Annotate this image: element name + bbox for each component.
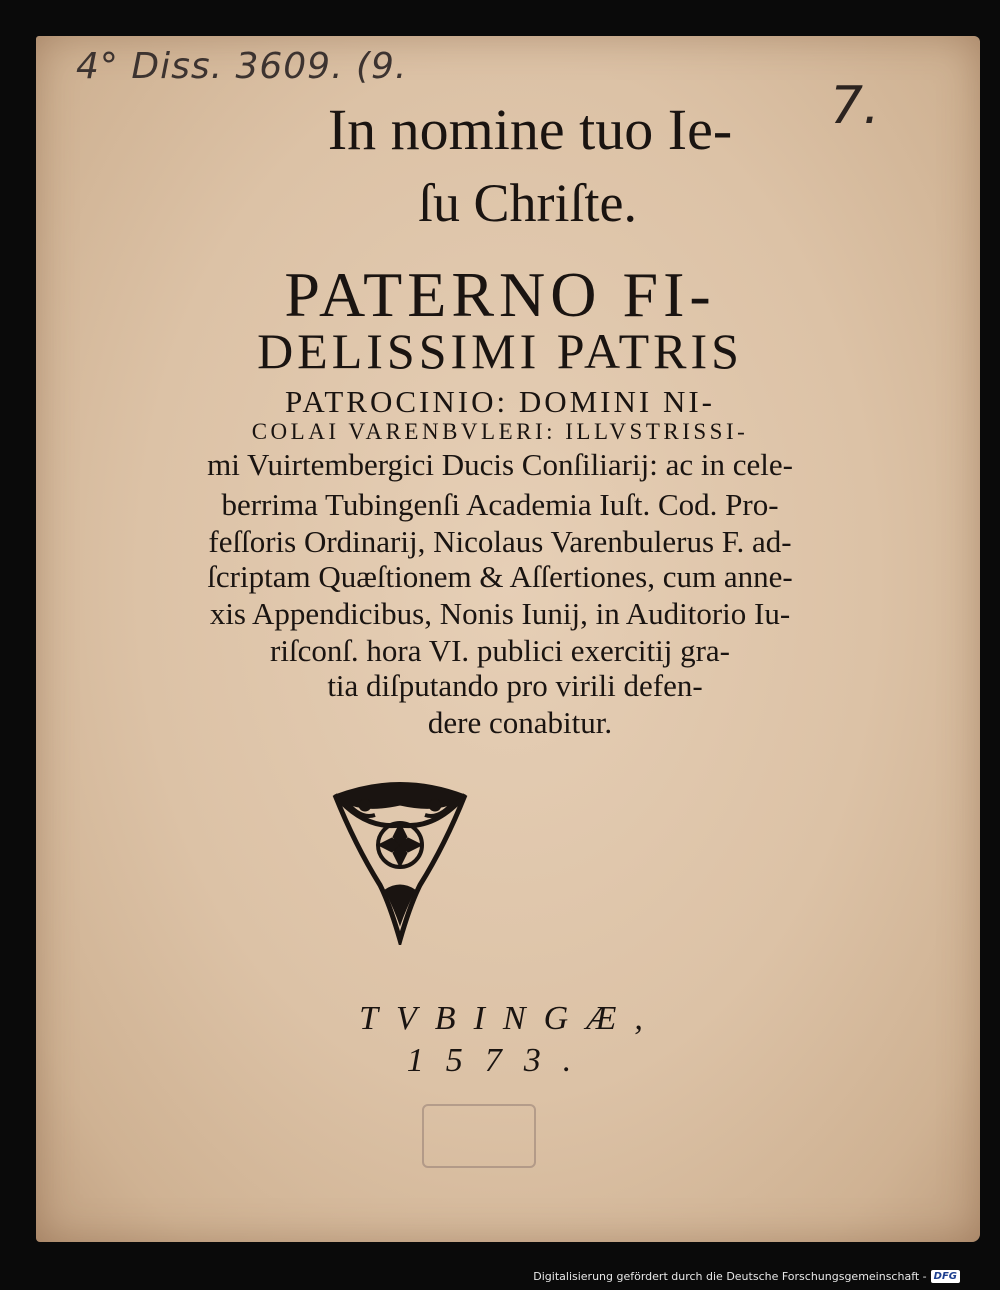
body-line: mi Vuirtembergici Ducis Conſiliarij: ac in cele- [207, 447, 793, 482]
funding-credit-text: Digitalisierung gefördert durch die Deutsche Forschungsgemeinschaft - [533, 1270, 927, 1283]
funding-credit [533, 1270, 960, 1283]
body-line: dere conabitur. [427, 705, 613, 740]
heading-line-4: COLAI VARENBVLERI: ILLVSTRISSI- [251, 419, 749, 444]
heading-line-1: PATERNO FI- [284, 259, 716, 330]
imprint-year: 1573. [406, 1042, 594, 1079]
invocation-line-2: ſu Chriſte. [418, 173, 637, 233]
body-line: feſſoris Ordinarij, Nicolaus Varenbulerus F. ad- [208, 524, 792, 559]
handwritten-shelfmark: 4° Diss. 3609. (9. [76, 46, 408, 87]
imprint-place: TVBINGÆ, [359, 1000, 661, 1037]
printers-ornament-icon [325, 775, 475, 945]
body-line: ſcriptam Quæſtionem & Aſſertiones, cum anne- [207, 559, 793, 594]
body-line: riſconſ. hora VI. publici exercitij gra- [270, 633, 730, 668]
dfg-logo: DFG [931, 1270, 960, 1283]
handwritten-folio-number: 7. [830, 76, 880, 136]
body-line: berrima Tubingenſi Academia Iuſt. Cod. Pro- [221, 487, 779, 522]
body-line: xis Appendicibus, Nonis Iunij, in Auditorio Iu- [209, 596, 791, 631]
heading-line-2: DELISSIMI PATRIS [257, 323, 743, 379]
library-stamp [422, 1104, 536, 1168]
invocation-line-1: In nomine tuo Ie- [327, 97, 733, 162]
heading-line-3: PATROCINIO: DOMINI NI- [285, 384, 715, 419]
body-line: tia diſputando pro virili defen- [327, 668, 703, 703]
